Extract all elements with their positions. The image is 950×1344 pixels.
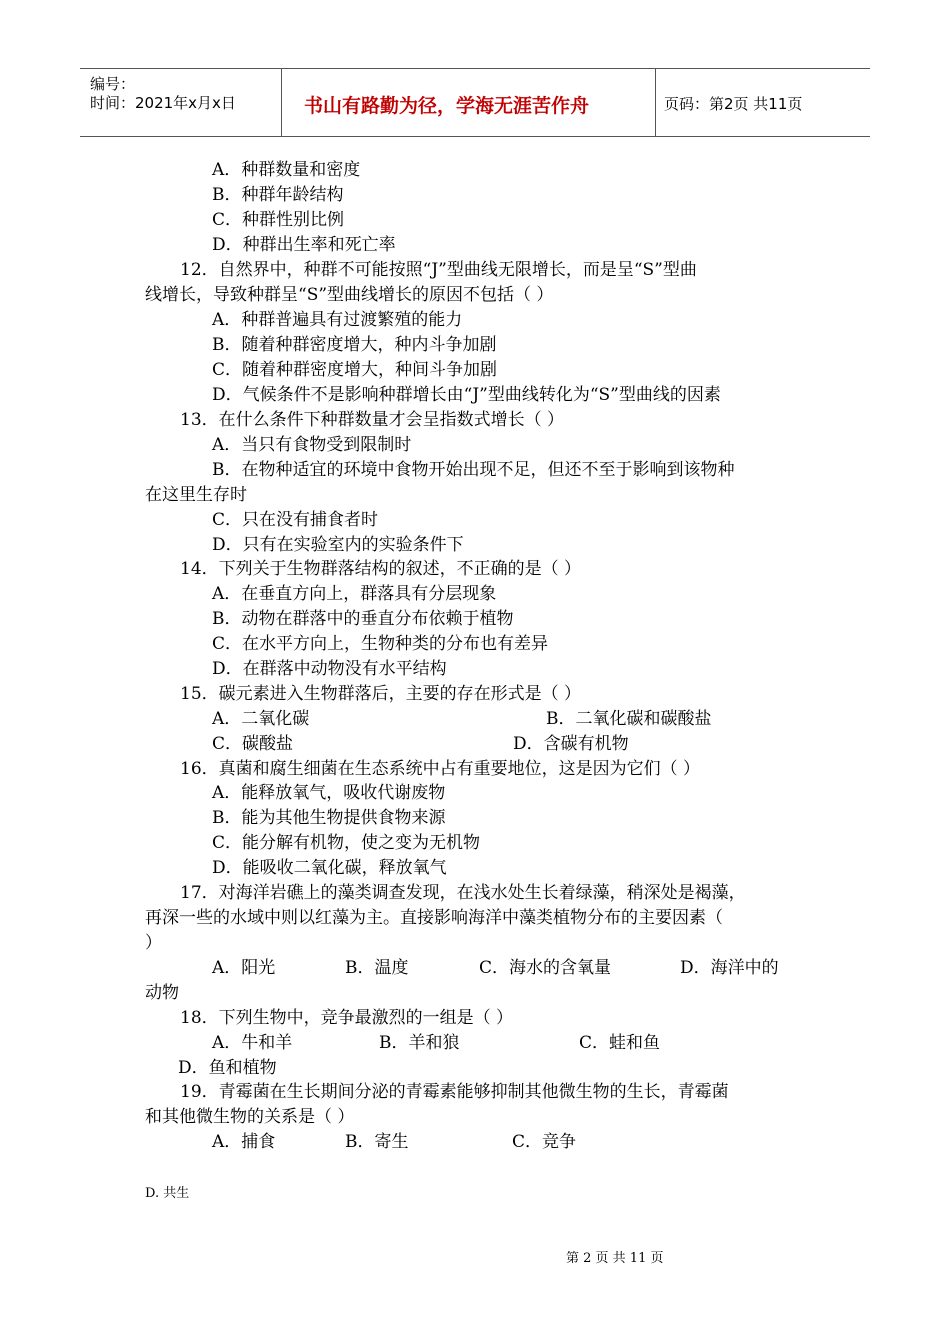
- q11-option-c: C．种群性别比例: [212, 210, 345, 230]
- q12-option-d: D．气候条件不是影响种群增长由“J”型曲线转化为“S”型曲线的因素: [212, 385, 721, 405]
- q14-option-d: D．在群落中动物没有水平结构: [212, 659, 447, 679]
- q13-stem: 13．在什么条件下种群数量才会呈指数式增长（ ）: [180, 410, 565, 430]
- q17-option-b: B．温度: [345, 958, 409, 978]
- header-time-label: 时间：2021年x月x日: [90, 94, 236, 112]
- q17-stem-line3: ）: [145, 933, 162, 953]
- q18-option-b: B．羊和狼: [379, 1033, 460, 1053]
- q11-option-d: D．种群出生率和死亡率: [212, 235, 396, 255]
- q11-option-a: A．种群数量和密度: [212, 160, 361, 180]
- q17-stem-line2: 再深一些的水域中则以红藻为主。直接影响海洋中藻类植物分布的主要因素（: [145, 908, 723, 928]
- q16-option-d: D．能吸收二氧化碳，释放氧气: [212, 858, 447, 878]
- header-divider-right: [655, 68, 656, 136]
- q17-option-a: A．阳光: [212, 958, 276, 978]
- q14-option-a: A．在垂直方向上，群落具有分层现象: [212, 584, 497, 604]
- q12-stem-line2: 线增长，导致种群呈“S”型曲线增长的原因不包括（ ）: [145, 285, 554, 305]
- q18-option-c: C．蛙和鱼: [579, 1033, 661, 1053]
- q15-option-b: B．二氧化碳和碳酸盐: [546, 709, 712, 729]
- footer-page-number: 第 2 页 共 11 页: [566, 1251, 664, 1266]
- q15-option-a: A．二氧化碳: [212, 709, 310, 729]
- q16-option-c: C．能分解有机物，使之变为无机物: [212, 833, 481, 853]
- q19-option-b: B．寄生: [345, 1132, 409, 1152]
- header-page-label: 页码：第2页 共11页: [664, 95, 803, 113]
- q17-option-d-line2: 动物: [145, 983, 179, 1003]
- q17-option-d-line1: D．海洋中的: [680, 958, 779, 978]
- q13-option-c: C．只在没有捕食者时: [212, 510, 379, 530]
- q15-option-c: C．碳酸盐: [212, 734, 294, 754]
- q16-option-a: A．能释放氧气，吸收代谢废物: [212, 783, 446, 803]
- q18-option-a: A．牛和羊: [212, 1033, 293, 1053]
- header-serial-label: 编号：: [90, 75, 136, 93]
- q12-option-c: C．随着种群密度增大，种间斗争加剧: [212, 360, 498, 380]
- header-bottom-rule: [80, 136, 870, 137]
- q16-option-b: B．能为其他生物提供食物来源: [212, 808, 446, 828]
- q16-stem: 16．真菌和腐生细菌在生态系统中占有重要地位，这是因为它们（ ）: [180, 759, 701, 779]
- q13-option-b-line1: B．在物种适宜的环境中食物开始出现不足，但还不至于影响到该物种: [212, 460, 735, 480]
- q11-option-b: B．种群年龄结构: [212, 185, 344, 205]
- q18-stem: 18．下列生物中，竞争最激烈的一组是（ ）: [180, 1008, 514, 1028]
- q12-option-b: B．随着种群密度增大，种内斗争加剧: [212, 335, 497, 355]
- q14-option-b: B．动物在群落中的垂直分布依赖于植物: [212, 609, 514, 629]
- q19-option-a: A．捕食: [212, 1132, 276, 1152]
- q19-stem-line1: 19．青霉菌在生长期间分泌的青霉素能够抑制其他微生物的生长，青霉菌: [180, 1082, 729, 1102]
- q19-stem-line2: 和其他微生物的关系是（ ）: [145, 1107, 355, 1127]
- q13-option-b-line2: 在这里生存时: [145, 485, 247, 505]
- q17-stem-line1: 17．对海洋岩礁上的藻类调查发现，在浅水处生长着绿藻，稍深处是褐藻，: [180, 883, 746, 903]
- q12-option-a: A．种群普遍具有过渡繁殖的能力: [212, 310, 463, 330]
- q15-stem: 15．碳元素进入生物群落后，主要的存在形式是（ ）: [180, 684, 582, 704]
- q15-option-d: D．含碳有机物: [513, 734, 629, 754]
- q19-option-d: D. 共生: [145, 1186, 190, 1201]
- header-divider-left: [281, 68, 282, 136]
- q14-stem: 14．下列关于生物群落结构的叙述，不正确的是（ ）: [180, 559, 582, 579]
- q19-option-c: C．竞争: [512, 1132, 577, 1152]
- header-motto: 书山有路勤为径，学海无涯苦作舟: [304, 95, 590, 117]
- q12-stem-line1: 12．自然界中，种群不可能按照“J”型曲线无限增长，而是呈“S”型曲: [180, 260, 697, 280]
- header-top-rule: [80, 68, 870, 69]
- q14-option-c: C．在水平方向上，生物种类的分布也有差异: [212, 634, 549, 654]
- q13-option-a: A．当只有食物受到限制时: [212, 435, 412, 455]
- q13-option-d: D．只有在实验室内的实验条件下: [212, 535, 464, 555]
- q17-option-c: C．海水的含氧量: [479, 958, 612, 978]
- q18-option-d: D．鱼和植物: [178, 1058, 277, 1078]
